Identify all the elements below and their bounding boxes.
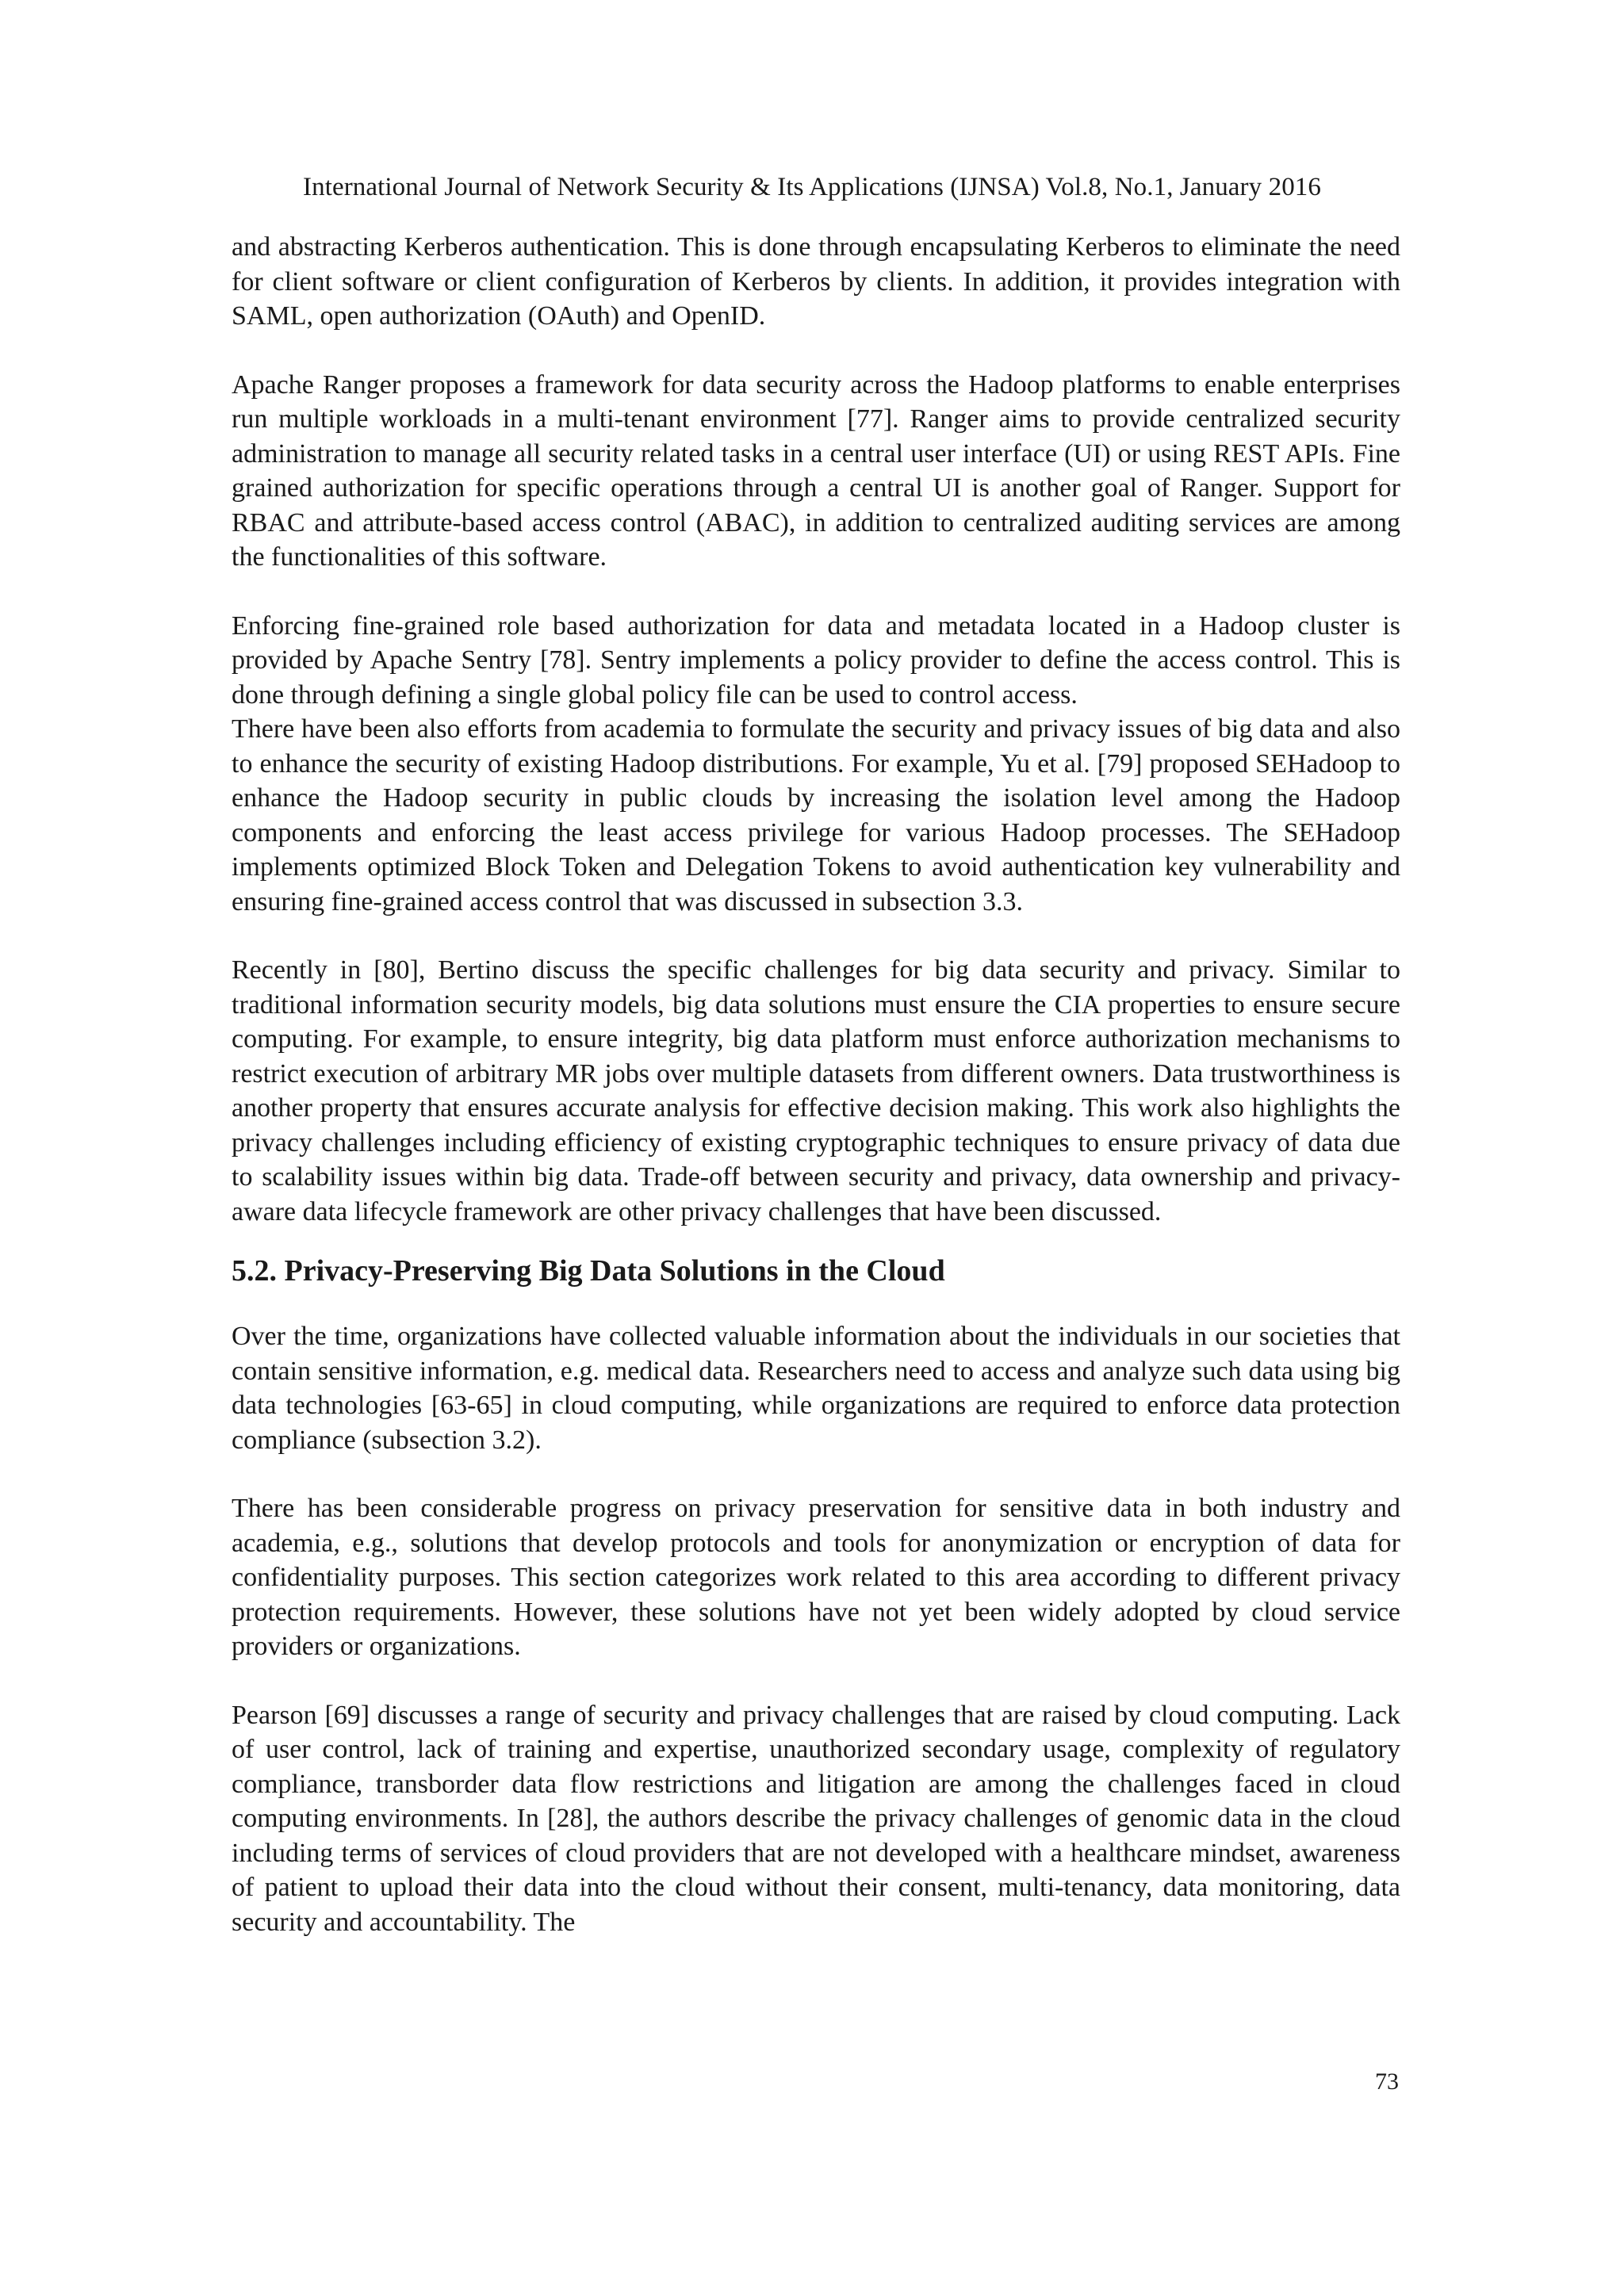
running-header: International Journal of Network Security & Its Applications (IJNSA) Vol.8, No.1, January 2016	[303, 173, 1321, 201]
paragraph-organizations: Over the time, organizations have collected valuable information about the individuals in our societies that contain sensitive information, e.g. medical data. Researchers need to access and analyze such data using big data technologies [63-65] in cloud computing, while organizations are required to enforce data protection compliance (subsection 3.2).	[232, 1322, 1400, 1455]
paragraph-gap	[232, 575, 1400, 609]
paragraph-apache-ranger: Apache Ranger proposes a framework for data security across the Hadoop platforms to enable enterprises run multiple workloads in a multi-tenant environment [77]. Ranger aims to provide centralized security administration to manage all security related tasks in a central user interface (UI) or using REST APIs. Fine grained authorization for specific operations through a central UI is another goal of Ranger. Support for RBAC and attribute-based access control (ABAC), in addition to centralized auditing services are among the functionalities of this software.	[232, 369, 1400, 572]
paragraph-privacy-progress: There has been considerable progress on privacy preservation for sensitive data in both industry and academia, e.g., solutions that develop protocols and tools for anonymization or encryption of data for confidentiality purposes. This section categorizes work related to this area according to different privacy protection requirements. However, these solutions have not yet been widely adopted by cloud service providers or organizations.	[232, 1494, 1400, 1661]
paragraph-apache-sentry: Enforcing fine-grained role based authorization for data and metadata located in a Hadoop cluster is provided by Apache Sentry [78]. Sentry implements a policy provider to define the access control. This is done through defining a single global policy file can be used to control access.	[232, 610, 1400, 710]
paragraph-pearson: Pearson [69] discusses a range of security and privacy challenges that are raised by cloud computing. Lack of user control, lack of training and expertise, unauthorized secondary usage, complexity of regulatory compliance, transborder data flow restrictions and litigation are among the challenges faced in cloud computing environments. In [28], the authors describe the privacy challenges of genomic data in the cloud including terms of services of cloud providers that are not developed with a healthcare mindset, awareness of patient to upload their data into the cloud without their consent, multi-tenancy, data monitoring, data security and accountability. The	[232, 1700, 1400, 1937]
paragraph-gap	[232, 1457, 1400, 1491]
paragraph-gap	[232, 919, 1400, 953]
paragraph-kerberos: and abstracting Kerberos authentication. This is done through encapsulating Kerberos to eliminate the need for client software or client configuration of Kerberos by clients. In addition, it provides integration with SAML, open authorization (OAuth) and OpenID.	[232, 232, 1400, 331]
page-number: 73	[1375, 2068, 1399, 2095]
paragraph-gap	[232, 1664, 1400, 1698]
body-text	[232, 230, 1400, 1939]
section-heading: 5.2. Privacy-Preserving Big Data Solutions in the Cloud	[232, 1254, 945, 1288]
paragraph-sehadoop: There have been also efforts from academia to formulate the security and privacy issues of big data and also to enhance the security of existing Hadoop distributions. For example, Yu et al. [79] proposed SEHadoop to enhance the Hadoop security in public clouds by increasing the isolation level among the Hadoop components and enforcing the least access privilege for various Hadoop processes. The SEHadoop implements optimized Block Token and Delegation Tokens to avoid authentication key vulnerability and ensuring fine-grained access control that was discussed in subsection 3.3.	[232, 714, 1400, 916]
paragraph-bertino: Recently in [80], Bertino discuss the specific challenges for big data security and privacy. Similar to traditional information security models, big data solutions must ensure the CIA properties to ensure secure computing. For example, to ensure integrity, big data platform must enforce authorization mechanisms to restrict execution of arbitrary MR jobs over multiple datasets from different owners. Data trustworthiness is another property that ensures accurate analysis for effective decision making. This work also highlights the privacy challenges including efficiency of existing cryptographic techniques to ensure privacy of data due to scalability issues within big data. Trade-off between security and privacy, data ownership and privacy-aware data lifecycle framework are other privacy challenges that have been discussed.	[232, 955, 1400, 1226]
paragraph-gap	[232, 334, 1400, 368]
